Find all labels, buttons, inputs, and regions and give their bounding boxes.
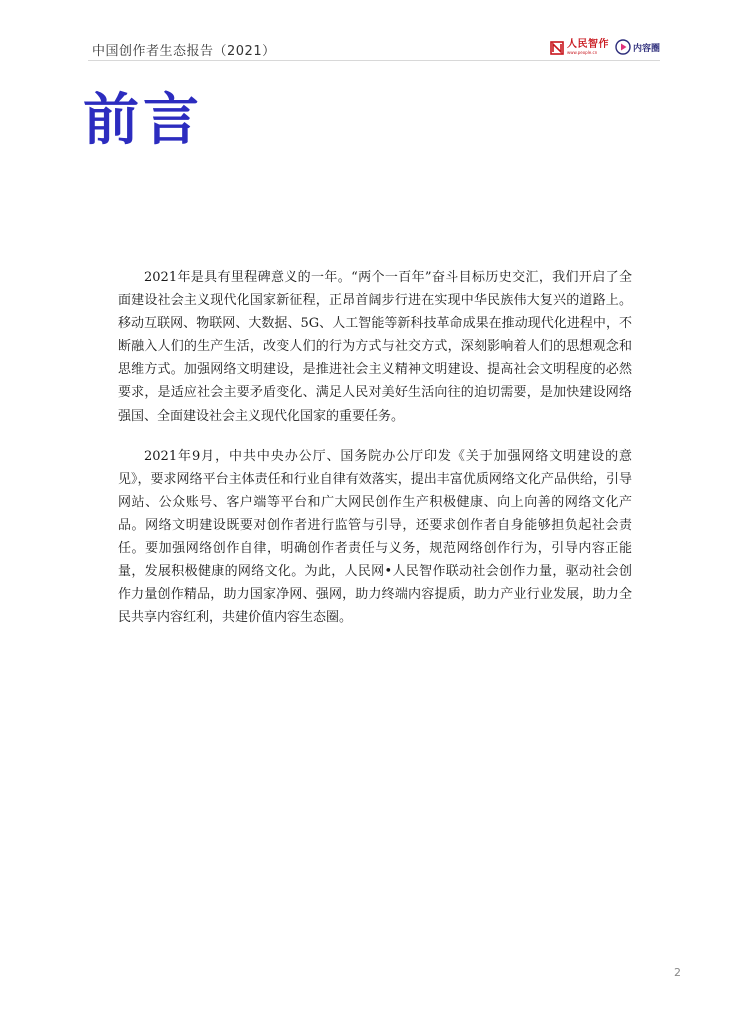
people-logo bbox=[550, 40, 609, 55]
report-title: 中国创作者生态报告（2021） bbox=[92, 44, 276, 59]
page-header bbox=[88, 36, 660, 61]
people-logo-name: 人民智作 bbox=[566, 38, 609, 50]
preface-body bbox=[118, 266, 632, 646]
neirongquan-logo-name: 内容圈 bbox=[632, 43, 660, 54]
page-number: 2 bbox=[674, 966, 681, 979]
paragraph-2: 2021年9月，中共中央办公厅、国务院办公厅印发《关于加强网络文明建设的意见》，要求网络平台主体责任和行业自律有效落实，提出丰富优质网络文化产品供给，引导网站、公众账号、客户端等平台和广大网民创作生产积极健康、向上向善的网络文化产品。网络文明建设既要对创作者进行监管与引导，还要求创作者自身能够担负起社会责任。要加强网络创作自律，明确创作者责任与义务，规范网络创作行为，引导内容正能量，发展积极健康的网络文化。为此，人民网•人民智作联动社会创作力量，驱动社会创作力量创作精品，助力国家净网、强网，助力终端内容提质，助力产业行业发展，助力全民共享内容红利，共建价值内容生态圈。 bbox=[118, 448, 632, 626]
header-logos bbox=[550, 36, 660, 58]
paragraph-1: 2021年是具有里程碑意义的一年。“两个一百年”奋斗目标历史交汇，我们开启了全面建设社会主义现代化国家新征程，正昂首阔步行进在实现中华民族伟大复兴的道路上。移动互联网、物联网、大数据、5G、人工智能等新科技革命成果在推动现代化进程中，不断融入人们的生产生活，改变人们的行为方式与社交方式，深刻影响着人们的思想观念和思维方式。加强网络文明建设，是推进社会主义精神文明建设、提高社会文明程度的必然要求，是适应社会主要矛盾变化、满足人民对美好生活向往的迫切需要，是加快建设网络强国、全面建设社会主义现代化国家的重要任务。 bbox=[118, 270, 632, 424]
play-mark-icon bbox=[615, 39, 631, 55]
page-title: 前言 bbox=[83, 87, 203, 153]
people-mark-icon bbox=[550, 40, 564, 54]
people-logo-url: www.people.cn bbox=[566, 49, 598, 55]
neirongquan-logo bbox=[615, 39, 660, 55]
